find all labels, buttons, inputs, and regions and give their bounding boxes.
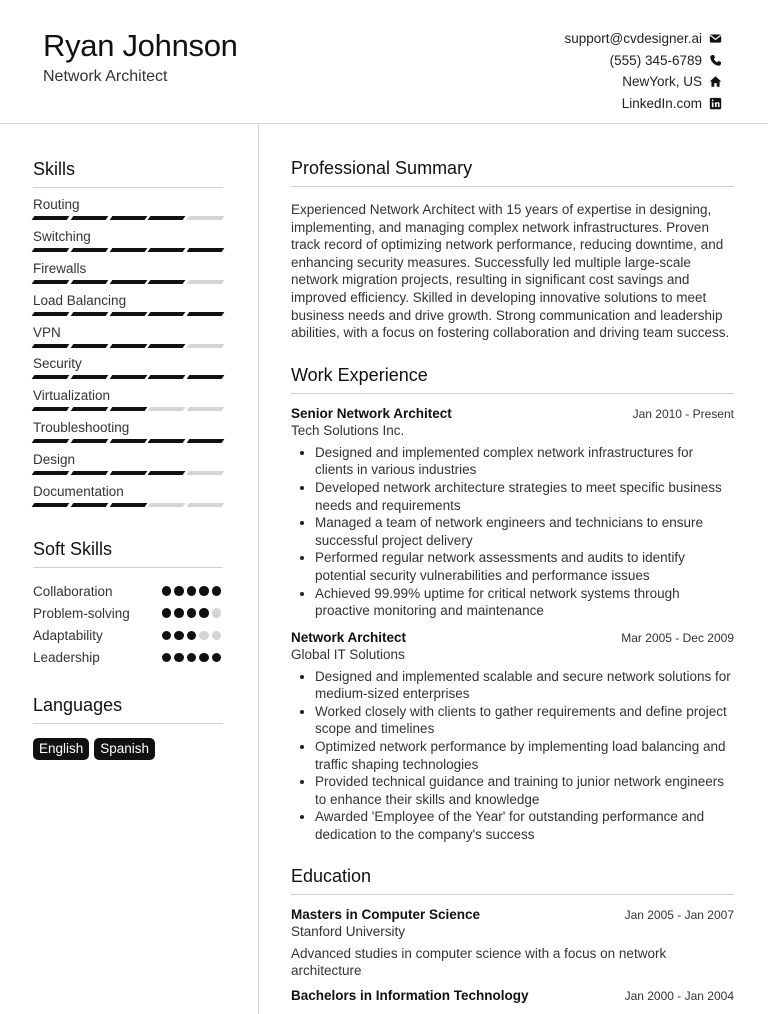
skill-level-segment: [187, 312, 225, 316]
languages-heading: Languages: [33, 695, 223, 724]
skill-level-segment: [70, 407, 108, 411]
skill-level-segment: [32, 216, 70, 220]
contact-list: [564, 28, 722, 114]
soft-skill-rating: [162, 631, 222, 641]
rating-dot: [162, 653, 172, 663]
education-entry: [291, 907, 734, 980]
phone-icon: [708, 53, 722, 67]
skill-name: Troubleshooting: [33, 420, 130, 436]
job-entry: [291, 630, 734, 844]
soft-skill-item: [33, 646, 223, 668]
skill-name: Firewalls: [33, 260, 87, 276]
skill-level-bars: [33, 407, 223, 411]
skill-level-segment: [109, 471, 147, 475]
skill-level-segment: [70, 248, 108, 252]
job-bullet: Designed and implemented scalable and secure network solutions for medium-sized enterprises: [291, 668, 734, 703]
skill-item: [33, 419, 223, 451]
skill-level-segment: [148, 344, 186, 348]
linkedin-icon: [708, 96, 722, 110]
email-icon: [708, 32, 722, 46]
job-bullet: Designed and implemented complex network infrastructures for clients in various industries: [291, 444, 734, 479]
skill-level-segment: [187, 503, 225, 507]
skill-level-segment: [70, 280, 108, 284]
contact-linkedin[interactable]: [564, 93, 722, 115]
skill-level-segment: [148, 248, 186, 252]
skill-level-segment: [187, 344, 225, 348]
skill-name: VPN: [33, 324, 61, 340]
rating-dot: [212, 608, 222, 618]
contact-location: [564, 71, 722, 93]
skill-level-segment: [148, 312, 186, 316]
skill-item: [33, 292, 223, 324]
skill-level-segment: [148, 216, 186, 220]
language-badge: English: [33, 738, 89, 760]
rating-dot: [174, 653, 184, 663]
education-header: [291, 988, 734, 1003]
job-dates: Jan 2010 - Present: [632, 406, 734, 421]
skill-level-segment: [187, 280, 225, 284]
skill-level-segment: [70, 375, 108, 379]
rating-dot: [212, 586, 222, 596]
soft-skills-list: [33, 580, 223, 669]
rating-dot: [187, 586, 197, 596]
rating-dot: [212, 653, 222, 663]
job-bullets: [291, 668, 734, 844]
contact-phone[interactable]: [564, 50, 722, 72]
skill-name: Documentation: [33, 484, 124, 500]
languages-list: [33, 738, 223, 760]
skill-level-segment: [70, 471, 108, 475]
skill-level-segment: [70, 344, 108, 348]
skill-level-segment: [32, 248, 70, 252]
education-school: Stanford University: [291, 923, 406, 939]
language-badge: Spanish: [94, 738, 155, 760]
summary-heading: Professional Summary: [291, 158, 734, 187]
skill-level-bars: [33, 344, 223, 348]
candidate-title: Network Architect: [43, 68, 168, 85]
rating-dot: [162, 586, 172, 596]
education-dates: Jan 2000 - Jan 2004: [624, 988, 734, 1003]
jobs-list: [291, 406, 734, 844]
rating-dot: [199, 631, 209, 641]
skill-name: Virtualization: [33, 388, 111, 404]
skill-level-segment: [187, 439, 225, 443]
education-degree: Masters in Computer Science: [291, 906, 481, 922]
education-entry: [291, 988, 734, 1003]
job-bullet: Developed network architecture strategies to meet specific business needs and requirements: [291, 479, 734, 514]
skill-item: [33, 387, 223, 419]
skill-level-bars: [33, 471, 223, 475]
job-bullet: Achieved 99.99% uptime for critical network systems through proactive monitoring and maintenance: [291, 585, 734, 620]
candidate-name: Ryan Johnson: [43, 28, 238, 63]
job-bullet: Managed a team of network engineers and technicians to ensure successful project delivery: [291, 514, 734, 549]
skill-level-segment: [32, 375, 70, 379]
education-dates: Jan 2005 - Jan 2007: [624, 907, 734, 922]
soft-skill-rating: [162, 653, 222, 663]
work-experience-heading: Work Experience: [291, 365, 734, 394]
soft-skill-item: [33, 602, 223, 624]
education-description: Advanced studies in computer science with a focus on network architecture: [291, 945, 667, 979]
skills-list: [33, 196, 223, 515]
job-header: [291, 406, 734, 421]
rating-dot: [162, 608, 172, 618]
contact-email-text: support@cvdesigner.ai: [564, 31, 702, 47]
skill-item: [33, 451, 223, 483]
skill-level-segment: [70, 503, 108, 507]
soft-skill-name: Collaboration: [33, 583, 113, 599]
skills-heading: Skills: [33, 159, 223, 188]
skill-level-segment: [70, 216, 108, 220]
skill-level-segment: [148, 280, 186, 284]
skill-level-segment: [109, 503, 147, 507]
education-degree: Bachelors in Information Technology: [291, 987, 529, 1003]
soft-skill-item: [33, 624, 223, 646]
job-role: Network Architect: [291, 629, 407, 645]
right-column: [291, 124, 734, 1003]
skill-level-bars: [33, 280, 223, 284]
skill-level-bars: [33, 216, 223, 220]
soft-skill-item: [33, 580, 223, 602]
contact-email[interactable]: [564, 28, 722, 50]
rating-dot: [199, 586, 209, 596]
skill-level-segment: [32, 280, 70, 284]
summary-text: Experienced Network Architect with 15 years of expertise in designing, implementing, and managing complex network infrastructures. Proven track record of optimizing network performance, reducing downtime, and enhancing security measures. Successfully led multiple large-scale network migration projects, resulting in significant cost savings and improved efficiency. Skilled in developing innovative solutions to meet business needs and drive growth. Strong communication and leadership abilities, with a focus on fostering collaboration and driving team success.: [291, 202, 730, 341]
skill-level-segment: [32, 407, 70, 411]
rating-dot: [187, 653, 197, 663]
skill-level-segment: [187, 471, 225, 475]
soft-skill-rating: [162, 586, 222, 596]
skill-level-segment: [32, 344, 70, 348]
skill-name: Routing: [33, 197, 80, 212]
skill-name: Load Balancing: [33, 292, 127, 308]
skill-level-segment: [187, 407, 225, 411]
skill-level-bars: [33, 375, 223, 379]
skill-name: Security: [33, 356, 82, 372]
skill-item: [33, 355, 223, 387]
skill-level-segment: [109, 216, 147, 220]
rating-dot: [174, 631, 184, 641]
contact-phone-text: (555) 345-6789: [609, 52, 702, 68]
skill-level-segment: [32, 471, 70, 475]
rating-dot: [174, 608, 184, 618]
rating-dot: [187, 608, 197, 618]
soft-skill-rating: [162, 608, 222, 618]
skill-level-segment: [109, 407, 147, 411]
job-company: Global IT Solutions: [291, 646, 405, 662]
skill-level-segment: [70, 439, 108, 443]
skill-level-segment: [148, 503, 186, 507]
job-bullet: Worked closely with clients to gather requirements and define project scope and timelines: [291, 703, 734, 738]
rating-dot: [199, 653, 209, 663]
skill-level-segment: [148, 407, 186, 411]
skill-level-bars: [33, 248, 223, 252]
contact-location-text: NewYork, US: [622, 74, 702, 90]
skill-level-segment: [70, 312, 108, 316]
rating-dot: [212, 631, 222, 641]
skill-level-segment: [109, 375, 147, 379]
soft-skill-name: Problem-solving: [33, 605, 130, 621]
skill-level-segment: [32, 312, 70, 316]
job-company: Tech Solutions Inc.: [291, 422, 405, 438]
education-header: [291, 907, 734, 922]
job-bullets: [291, 444, 734, 620]
rating-dot: [187, 631, 197, 641]
column-divider: [258, 124, 259, 1014]
resume-header: [0, 0, 768, 124]
skill-level-segment: [187, 248, 225, 252]
skill-name: Switching: [33, 228, 91, 244]
skill-name: Design: [33, 452, 76, 468]
skill-item: [33, 483, 223, 515]
skill-item: [33, 324, 223, 356]
home-icon: [708, 75, 722, 89]
education-heading: Education: [291, 866, 734, 895]
job-bullet: Optimized network performance by implementing load balancing and traffic shaping technologies: [291, 738, 734, 773]
skill-level-segment: [109, 344, 147, 348]
job-bullet: Performed regular network assessments and audits to identify potential security vulnerabilities and performance issues: [291, 549, 734, 584]
skill-level-segment: [109, 280, 147, 284]
skill-level-segment: [109, 439, 147, 443]
skill-item: [33, 228, 223, 260]
rating-dot: [199, 608, 209, 618]
contact-linkedin-text: LinkedIn.com: [621, 95, 702, 111]
skill-level-bars: [33, 439, 223, 443]
education-list: [291, 907, 734, 1003]
skill-level-bars: [33, 312, 223, 316]
job-dates: Mar 2005 - Dec 2009: [621, 630, 734, 645]
job-entry: [291, 406, 734, 620]
skill-level-segment: [109, 248, 147, 252]
skill-level-segment: [32, 439, 70, 443]
skill-level-segment: [187, 216, 225, 220]
skill-level-segment: [148, 471, 186, 475]
soft-skill-name: Leadership: [33, 650, 100, 666]
skill-level-segment: [148, 375, 186, 379]
skill-item: [33, 260, 223, 292]
job-bullet: Provided technical guidance and training to junior network engineers to enhance their skills and knowledge: [291, 773, 734, 808]
skill-level-segment: [32, 503, 70, 507]
skill-level-segment: [187, 375, 225, 379]
rating-dot: [162, 631, 172, 641]
job-header: [291, 630, 734, 645]
job-role: Senior Network Architect: [291, 405, 452, 421]
skill-level-segment: [148, 439, 186, 443]
soft-skills-heading: Soft Skills: [33, 539, 223, 568]
left-column: [33, 124, 223, 760]
rating-dot: [174, 586, 184, 596]
soft-skill-name: Adaptability: [33, 627, 103, 643]
skill-level-bars: [33, 503, 223, 507]
job-bullet: Awarded 'Employee of the Year' for outstanding performance and dedication to the company's success: [291, 808, 734, 843]
skill-level-segment: [109, 312, 147, 316]
skill-item: [33, 196, 223, 228]
